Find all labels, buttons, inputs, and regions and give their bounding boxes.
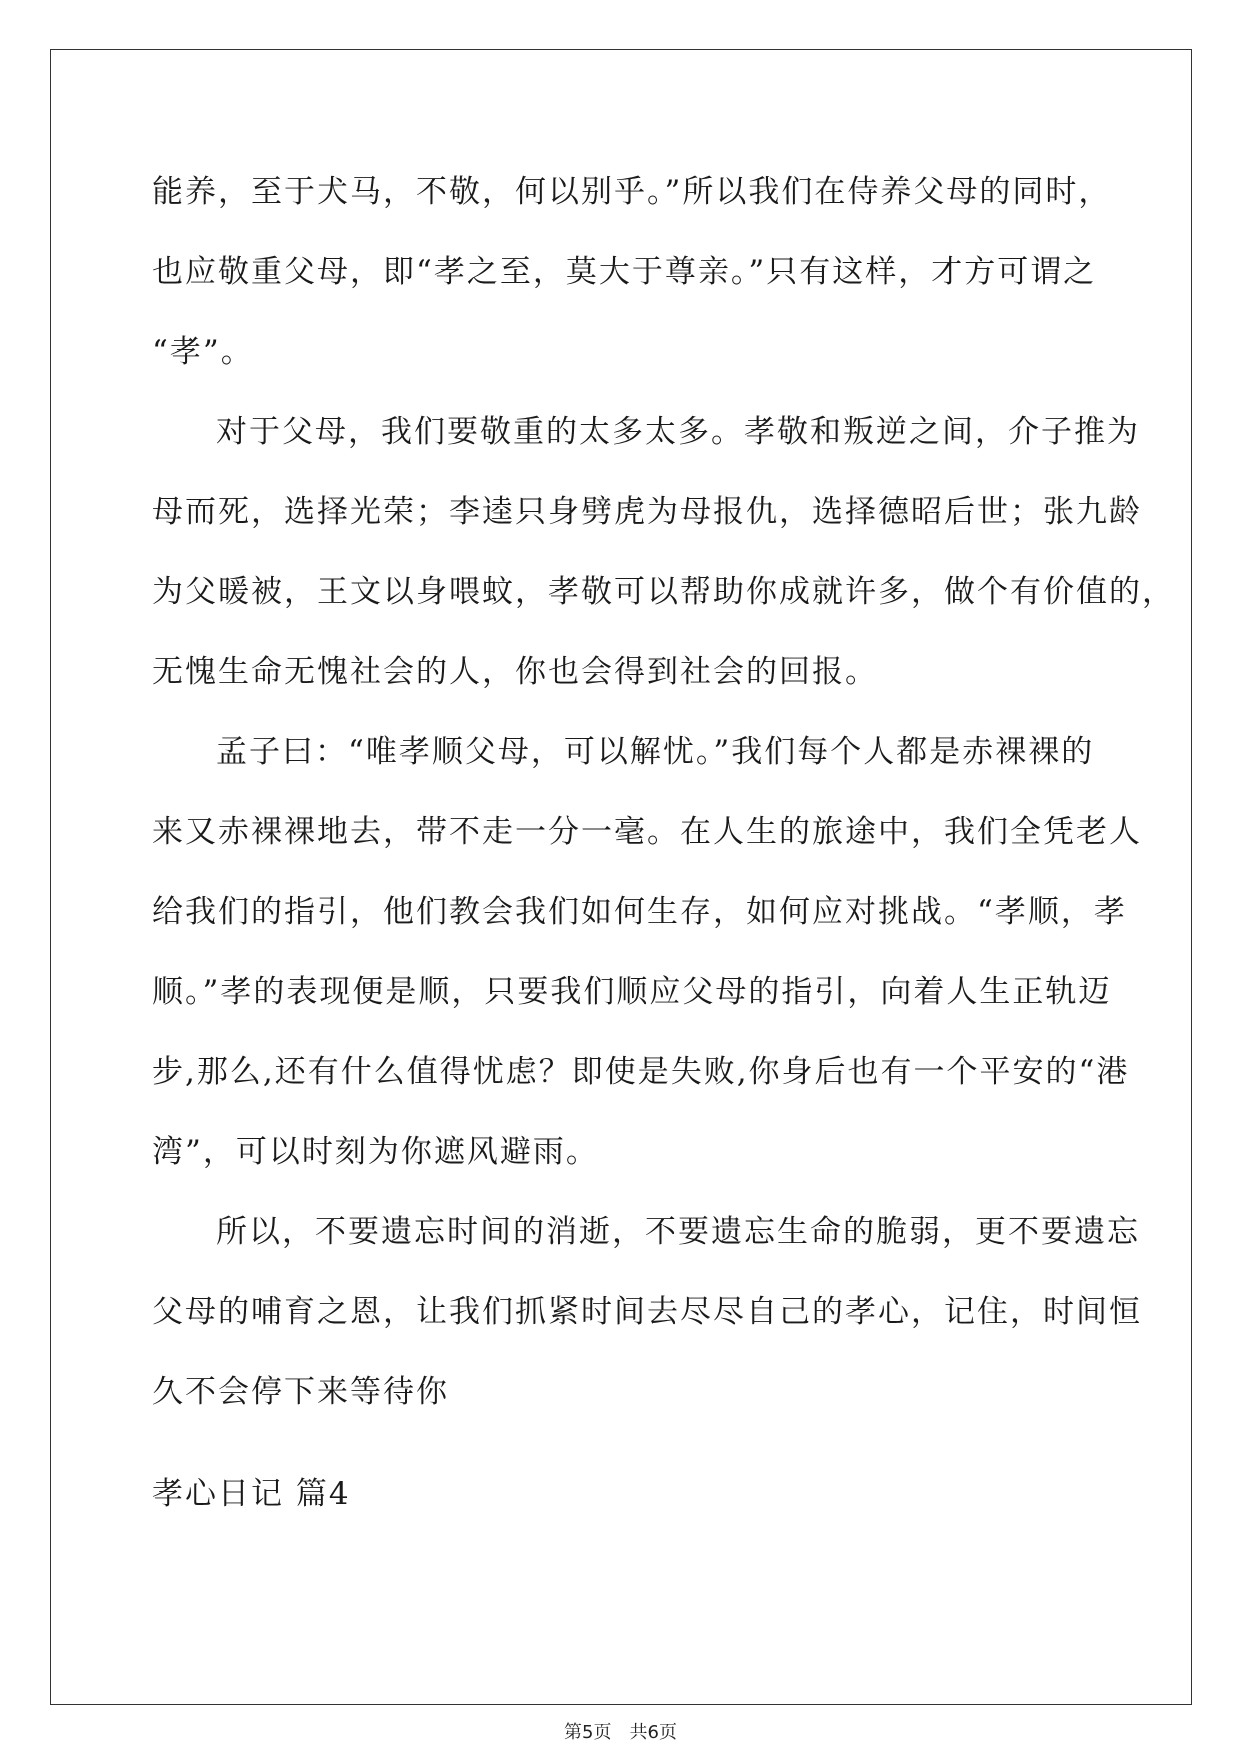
text-line: 顺。”孝的表现便是顺，只要我们顺应父母的指引，向着人生正轨迈: [152, 974, 1112, 1010]
text-line: 能养，至于犬马，不敬，何以别乎。”所以我们在侍养父母的同时，: [152, 174, 1112, 210]
text-line: 来又赤裸裸地去，带不走一分一毫。在人生的旅途中，我们全凭老人: [152, 814, 1142, 850]
text-line: “孝”。: [152, 334, 254, 370]
text-line: 孟子曰：“唯孝顺父母，可以解忧。”我们每个人都是赤裸裸的: [216, 734, 1095, 770]
text-line: 久不会停下来等待你: [152, 1374, 449, 1410]
text-line: 步,那么,还有什么值得忧虑？即使是失败,你身后也有一个平安的“港: [152, 1054, 1130, 1090]
page-footer: [0, 1721, 1241, 1745]
document-body: [152, 152, 1175, 1432]
text-line: 无愧生命无愧社会的人，你也会得到社会的回报。: [152, 654, 878, 690]
text-line: 湾”，可以时刻为你遮风避雨。: [152, 1134, 599, 1170]
text-line: 给我们的指引，他们教会我们如何生存，如何应对挑战。“孝顺，孝: [152, 894, 1127, 930]
text-line: 对于父母，我们要敬重的太多太多。孝敬和叛逆之间，介子推为: [216, 414, 1140, 450]
text-line: 父母的哺育之恩，让我们抓紧时间去尽尽自己的孝心，记住，时间恒: [152, 1294, 1142, 1330]
text-line: 母而死，选择光荣；李逵只身劈虎为母报仇，选择德昭后世；张九龄: [152, 494, 1142, 530]
text-line: 为父暖被，王文以身喂蚊，孝敬可以帮助你成就许多，做个有价值的，: [152, 574, 1175, 610]
section-heading: 孝心日记 篇4: [152, 1476, 351, 1512]
text-line: 所以，不要遗忘时间的消逝，不要遗忘生命的脆弱，更不要遗忘: [216, 1214, 1140, 1250]
text-line: 也应敬重父母，即“孝之至，莫大于尊亲。”只有这样，才方可谓之: [152, 254, 1097, 290]
page-number: 第5页 共6页: [564, 1722, 677, 1743]
